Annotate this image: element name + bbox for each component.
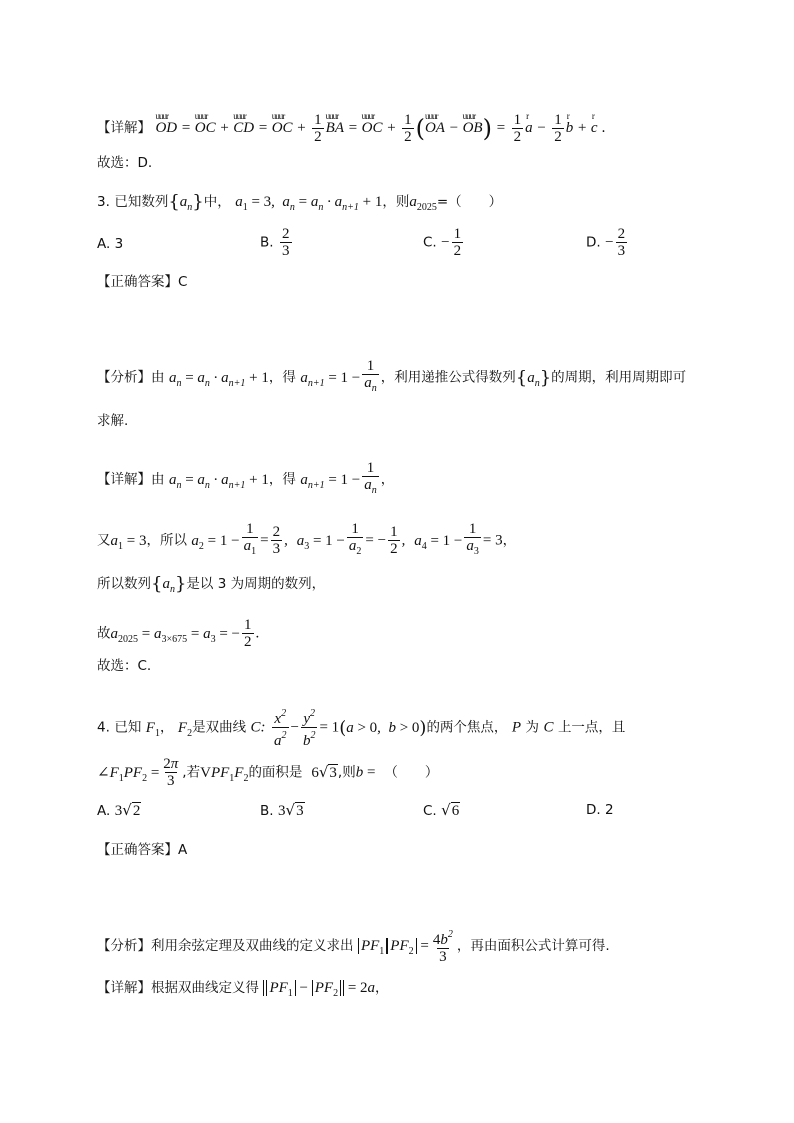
choose-d-line: 故选：D. [97,155,153,171]
q4-option-d: D. 2 [586,802,614,818]
q4-analysis: 【分析】利用余弦定理及双曲线的定义求出 $PF_1$ $PF_2$ = $\frac{4b^2}{3}$ ，再由面积公式计算可得. [97,929,610,965]
q3-stem: 3. 已知数列$\{a_n\}$中， $a_1 = 3$, $a_n = a_n \cdot a_{n+1} + 1$，则$a_{2025}=$（ ） [97,191,503,213]
q4-answer: 【正确答案】A [97,842,188,858]
q3-option-d: D. − $\frac{2}{3}$ [586,226,626,259]
q3-option-a: A. 3 [97,236,124,252]
q4-option-c: C. √6 [423,801,460,819]
q3-choose: 故选：C. [97,658,152,674]
q4-stem-line2: $\angle F_1PF_2$ = $\frac{2\pi}{3}$ ,若$VPF_1F_2$的面积是 6√3,则b = （ ） [97,756,439,789]
q3-options [97,226,697,270]
q4-option-a: A. 3√2 [97,801,141,819]
q4-number: 4. [97,719,110,736]
q3-detail-4: 故$a_{2025} = a_{3\times 675} = a_3$ = − $\frac{1}{2}$ . [97,617,260,650]
q3-detail-1: 【详解】由 $a_n = a_n \cdot a_{n+1} + 1$，得 $a_{n+1} = 1$ − $\frac{1}{a_n}$ ， [97,460,394,499]
q4-answer-value: A [178,842,188,858]
q4-options [97,800,697,824]
q4-stem: 4. 已知 $F_1$， $F_2$是双曲线 C: $\frac{x^2}{a^2}$ − $\frac{y^2}{b^2}$ = 1(a > 0, b > 0)的两个焦点， P 为 C 上一点，且 [97,708,626,749]
q3-answer-value: C [178,274,188,290]
q3-option-b: B. $\frac{2}{3}$ [260,226,290,259]
equation-period: . [601,119,606,136]
vector-detail-line [97,112,606,145]
q3-detail-3: 所以数列$\{a_n\}$是以 3 为周期的数列， [97,573,326,595]
detail-tag: 【详解】 [97,119,151,136]
vector-equation: uuur OD = uuur OC + uuur CD = uuur OC + $\frac{1}{2}$ uuur BA = uuur OC + $\frac{1}{2}$ (uuur OA − uuur OB) = $\frac{1}{2}$ r a − $\frac{1}{2}$ r b + r c [155,120,601,136]
q3-number: 3. [97,194,110,210]
q3-option-c: C. − $\frac{1}{2}$ [423,226,462,259]
q3-detail-2: 又$a_1 = 3$，所以 $a_2 = 1$ − $\frac{1}{a_1}$ = $\frac{2}{3}$ , $a_3 = 1$ − $\frac{1}{a_2}$ = − $\frac{1}{2}$ , $a_4 = 1$ − $\frac{1}{a_3}$ = 3， [97,521,516,560]
q4-option-b: B. 3√3 [260,801,304,819]
q4-detail: 【详解】根据双曲线定义得 $PF_1 - PF_2 = 2a$， [97,980,389,999]
q3-sequence: $\{a_n\}$ [168,191,204,213]
q3-conditions: $a_1 = 3$, $a_n = a_n \cdot a_{n+1} + 1$ [235,194,383,213]
q3-answer: 【正确答案】C [97,274,188,290]
q3-analysis-line2: 求解. [97,413,129,429]
q3-analysis: 【分析】由 $a_n = a_n \cdot a_{n+1} + 1$，得 $a_{n+1} = 1$ − $\frac{1}{a_n}$ ，利用递推公式得数列$\{a_n\}$的周期，利用周期即可 [97,358,686,397]
